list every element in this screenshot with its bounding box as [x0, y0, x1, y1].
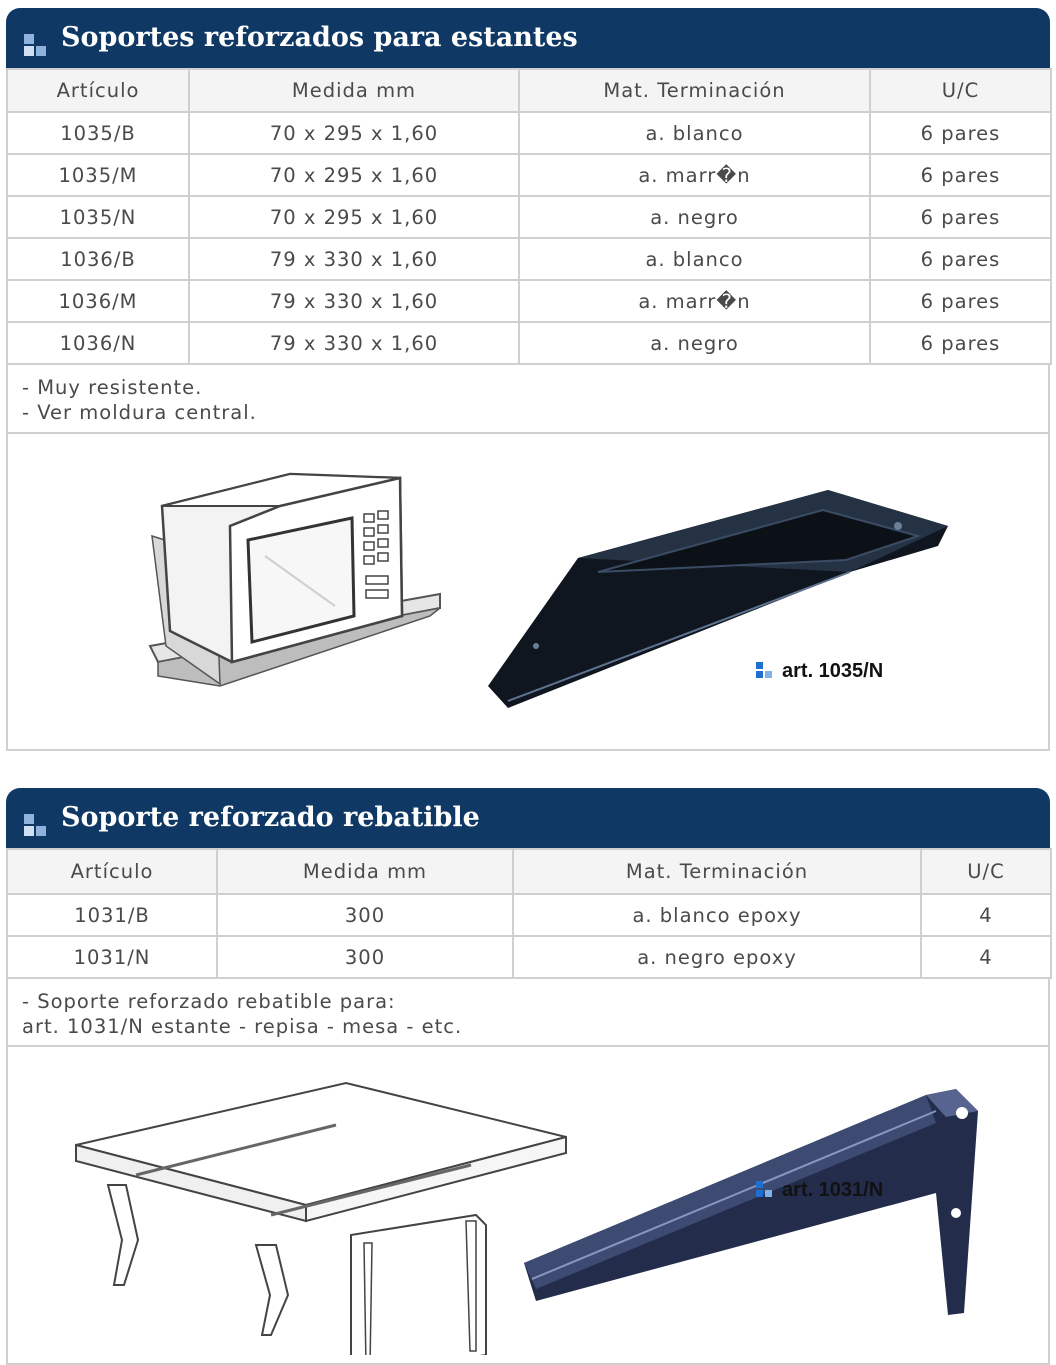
col-header-medida: Medida mm	[217, 849, 513, 894]
cell-uc: 6 pares	[870, 322, 1051, 364]
cell-articulo: 1036/N	[7, 322, 189, 364]
cell-articulo: 1035/M	[7, 154, 189, 196]
section-soporte-rebatible	[6, 788, 1050, 1365]
cell-uc: 6 pares	[870, 280, 1051, 322]
cell-medida: 70 x 295 x 1,60	[189, 154, 519, 196]
table-row	[7, 112, 1051, 154]
section-soportes-reforzados	[6, 8, 1050, 751]
section-title: Soportes reforzados para estantes	[61, 22, 578, 53]
table-row	[7, 238, 1051, 280]
cell-uc: 4	[921, 894, 1051, 936]
section-header	[6, 8, 1050, 68]
cell-terminacion: a. negro	[519, 322, 870, 364]
cell-terminacion: a. negro epoxy	[513, 936, 921, 978]
cell-uc: 6 pares	[870, 112, 1051, 154]
notes-box	[6, 979, 1050, 1047]
col-header-terminacion: Mat. Terminación	[513, 849, 921, 894]
col-header-articulo: Artículo	[7, 69, 189, 112]
cell-articulo: 1035/B	[7, 112, 189, 154]
table-row	[7, 154, 1051, 196]
black-bracket-photo	[478, 476, 978, 716]
cell-medida: 79 x 330 x 1,60	[189, 238, 519, 280]
cell-medida: 79 x 330 x 1,60	[189, 322, 519, 364]
table-row	[7, 280, 1051, 322]
cell-articulo: 1036/B	[7, 238, 189, 280]
cell-terminacion: a. marr�n	[519, 154, 870, 196]
table-row	[7, 936, 1051, 978]
note-line: art. 1031/N estante - repisa - mesa - etc.	[22, 1015, 463, 1038]
table-row	[7, 894, 1051, 936]
col-header-medida: Medida mm	[189, 69, 519, 112]
cell-terminacion: a. blanco	[519, 238, 870, 280]
notes-box	[6, 365, 1050, 434]
article-label-text: art. 1035/N	[782, 660, 884, 682]
folding-table-drawing	[66, 1075, 576, 1355]
article-label-text: art. 1031/N	[782, 1179, 884, 1201]
cell-uc: 4	[921, 936, 1051, 978]
microwave-shelf-drawing	[140, 466, 460, 706]
article-label	[756, 660, 883, 683]
spec-table	[6, 68, 1052, 365]
col-header-uc: U/C	[921, 849, 1051, 894]
cell-medida: 70 x 295 x 1,60	[189, 196, 519, 238]
cell-uc: 6 pares	[870, 238, 1051, 280]
product-illustration	[6, 434, 1050, 751]
cell-medida: 79 x 330 x 1,60	[189, 280, 519, 322]
cell-terminacion: a. blanco	[519, 112, 870, 154]
note-line: - Ver moldura central.	[22, 401, 257, 424]
article-label	[756, 1179, 883, 1202]
bullet-squares-icon	[24, 34, 48, 58]
cell-terminacion: a. marr�n	[519, 280, 870, 322]
table-row	[7, 196, 1051, 238]
folding-bracket-photo	[516, 1083, 986, 1323]
note-line: - Soporte reforzado rebatible para:	[22, 990, 396, 1013]
table-row	[7, 322, 1051, 364]
col-header-articulo: Artículo	[7, 849, 217, 894]
cell-medida: 300	[217, 936, 513, 978]
table-header-row	[7, 69, 1051, 112]
cell-terminacion: a. blanco epoxy	[513, 894, 921, 936]
cell-uc: 6 pares	[870, 154, 1051, 196]
cell-articulo: 1031/B	[7, 894, 217, 936]
spec-table	[6, 848, 1052, 979]
cell-uc: 6 pares	[870, 196, 1051, 238]
cell-medida: 70 x 295 x 1,60	[189, 112, 519, 154]
table-header-row	[7, 849, 1051, 894]
cell-terminacion: a. negro	[519, 196, 870, 238]
bullet-squares-icon	[24, 814, 48, 838]
section-title: Soporte reforzado rebatible	[61, 802, 480, 833]
cell-medida: 300	[217, 894, 513, 936]
article-marker-icon	[756, 1181, 776, 1201]
cell-articulo: 1031/N	[7, 936, 217, 978]
product-illustration	[6, 1047, 1050, 1365]
note-line: - Muy resistente.	[22, 376, 203, 399]
article-marker-icon	[756, 662, 776, 682]
col-header-uc: U/C	[870, 69, 1051, 112]
cell-articulo: 1036/M	[7, 280, 189, 322]
cell-articulo: 1035/N	[7, 196, 189, 238]
col-header-terminacion: Mat. Terminación	[519, 69, 870, 112]
section-header	[6, 788, 1050, 848]
